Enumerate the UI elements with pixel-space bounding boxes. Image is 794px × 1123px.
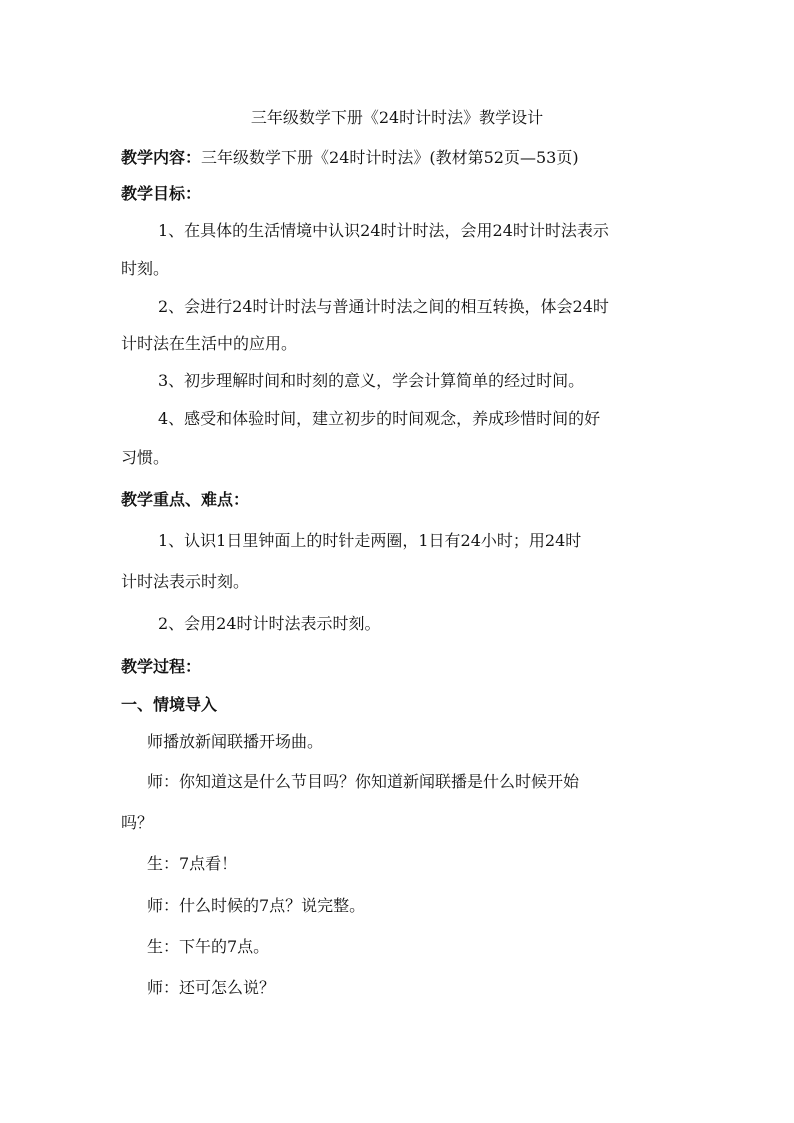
process-line: 生：下午的7点。 bbox=[147, 937, 270, 956]
objective-4-line1: 4、感受和体验时间，建立初步的时间观念，养成珍惜时间的好 bbox=[158, 409, 601, 428]
objectives-heading: 教学目标： bbox=[121, 184, 202, 203]
document-title: 三年级数学下册《24时计时法》教学设计 bbox=[250, 108, 544, 127]
key-point-2-line1: 2、会用24时计时法表示时刻。 bbox=[158, 614, 381, 633]
objective-2-line2: 计时法在生活中的应用。 bbox=[121, 334, 298, 353]
process-line: 师：你知道这是什么节目吗？你知道新闻联播是什么时候开始 bbox=[147, 772, 580, 791]
objective-4-line2: 习惯。 bbox=[121, 448, 170, 467]
section-1-heading: 一、情境导入 bbox=[121, 695, 218, 714]
objective-1-line1: 1、在具体的生活情境中认识24时计时法，会用24时计时法表示 bbox=[158, 221, 609, 240]
key-point-1-line2: 计时法表示时刻。 bbox=[121, 572, 250, 591]
process-line: 师：什么时候的7点？说完整。 bbox=[147, 896, 366, 915]
teaching-content-text: 三年级数学下册《24时计时法》(教材第52页—53页) bbox=[201, 148, 579, 167]
process-line: 师播放新闻联播开场曲。 bbox=[147, 732, 324, 751]
process-line: 师：还可怎么说？ bbox=[147, 978, 276, 997]
process-heading: 教学过程： bbox=[121, 657, 202, 676]
teaching-content-label: 教学内容： bbox=[121, 148, 202, 167]
key-points-heading: 教学重点、难点： bbox=[121, 490, 250, 509]
teaching-content bbox=[121, 147, 579, 169]
objective-1-line2: 时刻。 bbox=[121, 259, 170, 278]
process-line: 生：7点看！ bbox=[147, 854, 238, 873]
process-line: 吗？ bbox=[121, 813, 154, 832]
key-point-1-line1: 1、认识1日里钟面上的时针走两圈，1日有24小时；用24时 bbox=[158, 531, 582, 550]
objective-3-line1: 3、初步理解时间和时刻的意义，学会计算简单的经过时间。 bbox=[158, 371, 585, 390]
objective-2-line1: 2、会进行24时计时法与普通计时法之间的相互转换，体会24时 bbox=[158, 297, 609, 316]
